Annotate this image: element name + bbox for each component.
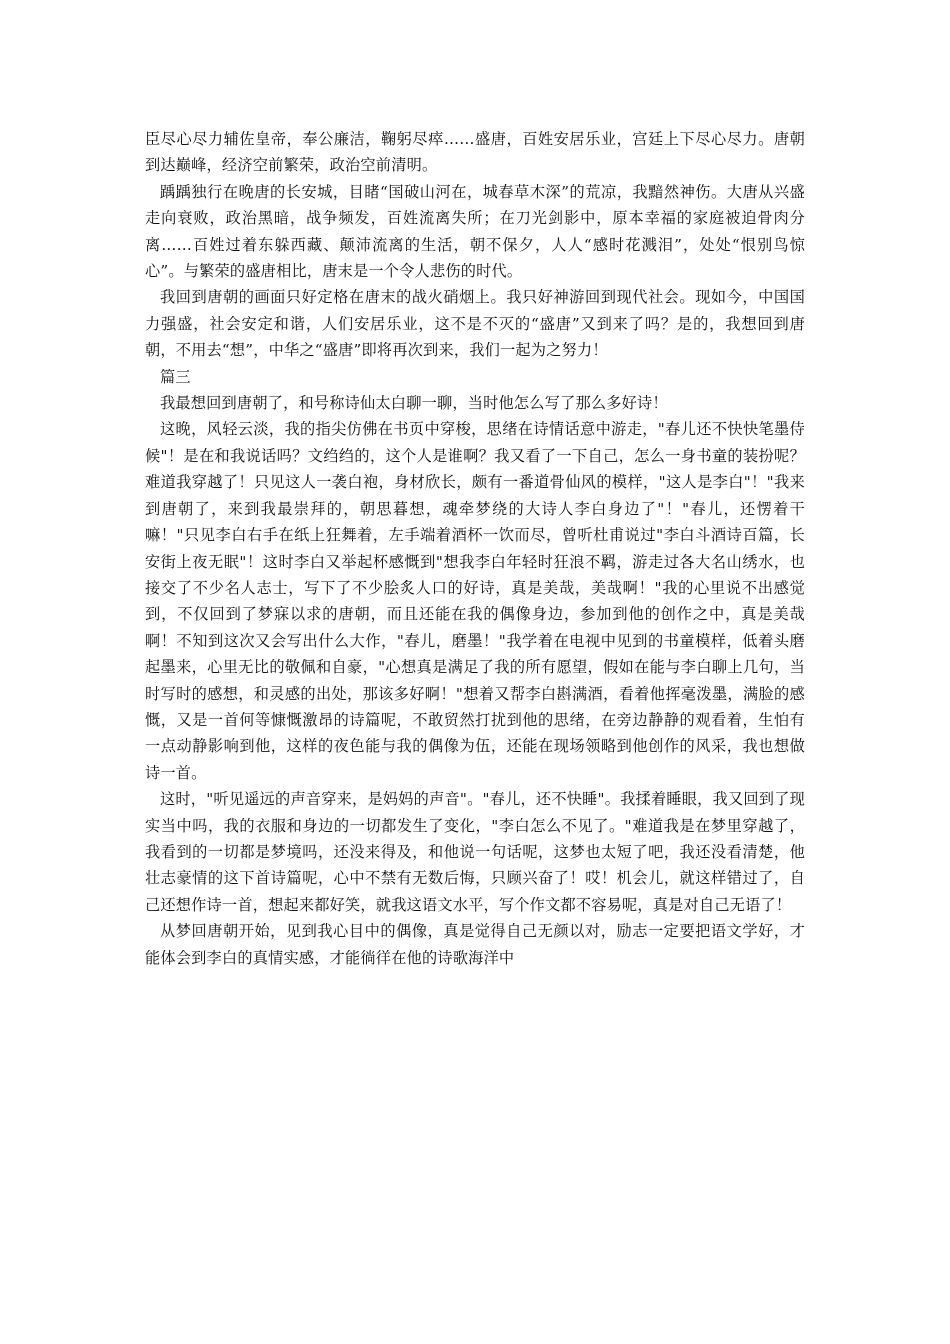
paragraph-modern-china: 我回到唐朝的画面只好定格在唐末的战火硝烟上。我只好神游回到现代社会。现如今，中国国力强盛，社会安定和谐，人们安居乐业，这不是不灭的“盛唐”又到来了吗？是的，我想回到唐朝，不用去“想”，中华之“盛唐”即将再次到来，我们一起为之努力！ — [145, 288, 805, 360]
paragraph-tang-peak: 臣尽心尽力辅佐皇帝，奉公廉洁，鞠躬尽瘁……盛唐，百姓安居乐业，宫廷上下尽心尽力。唐朝到达巅峰，经济空前繁荣，政治空前清明。 — [145, 130, 805, 175]
paragraph-waking-up: 这时，"听见遥远的声音穿来，是妈妈的声音"。"春儿，还不快睡"。我揉着睡眼，我又回到了现实当中吗，我的衣服和身边的一切都发生了变化，"李白怎么不见了。"难道我是在梦里穿越了，我看到的一切都是梦境吗，还没来得及，和他说一句话呢，这梦也太短了吧，我还没看清楚，他壮志豪情的这下首诗篇呢，心中不禁有无数后悔，只顾兴奋了！哎！机会儿，就这样错过了，自己还想作诗一首，想起来都好笑，就我这语文水平，写个作文都不容易呢，真是对自己无语了！ — [145, 790, 805, 914]
paragraph-dream-story: 这晚，风轻云淡，我的指尖仿佛在书页中穿梭，思绪在诗情话意中游走，"春儿还不快快笔墨侍候"！是在和我说话吗？文绉绉的，这个人是谁啊？我又看了一下自己，怎么一身书童的装扮呢？难道我穿越了！只见这人一袭白袍，身材欣长，颇有一番道骨仙风的模样，"这人是李白"！"我来到唐朝了，来到我最崇拜的，朝思暮想，魂牵梦绕的大诗人李白身边了"！"春儿，还愣着干嘛！"只见李白右手在纸上狂舞着，左手端着酒杯一饮而尽，曾听杜甫说过"李白斗酒诗百篇，长安街上夜无眠"！这时李白又举起杯感慨到"想我李白年轻时狂浪不羁，游走过各大名山绣水，也接交了不少名人志士，写下了不少脍炙人口的好诗，真是美哉，美哉啊！"我的心里说不出感觉到，不仅回到了梦寐以求的唐朝，而且还能在我的偶像身边，参加到他的创作之中，真是美哉啊！不知到这次又会写出什么大作，"春儿，磨墨！"我学着在电视中见到的书童模样，低着头磨起墨来，心里无比的敬佩和自豪，"心想真是满足了我的所有愿望，假如在能与李白聊上几句，当时写时的感想，和灵感的出处，那该多好啊！"想着又帮李白斟满酒，看着他挥毫泼墨，满脸的感慨，又是一首何等慷慨激昂的诗篇呢，不敢贸然打扰到他的思绪，在旁边静静的观看着，生怕有一点动静影响到他，这样的夜色能与我的偶像为伍，还能在现场领略到他创作的风采，我也想做诗一首。 — [145, 420, 805, 782]
paragraph-conclusion: 从梦回唐朝开始，见到我心目中的偶像，真是觉得自己无颜以对，励志一定要把语文学好，才能体会到李白的真情实感，才能徜徉在他的诗歌海洋中 — [145, 922, 805, 967]
document-body — [145, 126, 805, 971]
section-heading: 篇三 — [160, 367, 191, 386]
paragraph-late-tang: 踽踽独行在晚唐的长安城，目睹“国破山河在，城春草木深”的荒凉，我黯然神伤。大唐从兴盛走向衰败，政治黑暗，战争频发，百姓流离失所；在刀光剑影中，原本幸福的家庭被迫骨肉分离……百姓过着东躲西藏、颠沛流离的生活，朝不保夕，人人“感时花溅泪”，处处“恨别鸟惊心”。与繁荣的盛唐相比，唐末是一个令人悲伤的时代。 — [145, 182, 805, 281]
paragraph-intro-libai: 我最想回到唐朝了，和号称诗仙太白聊一聊，当时他怎么写了那么多好诗！ — [160, 394, 668, 413]
